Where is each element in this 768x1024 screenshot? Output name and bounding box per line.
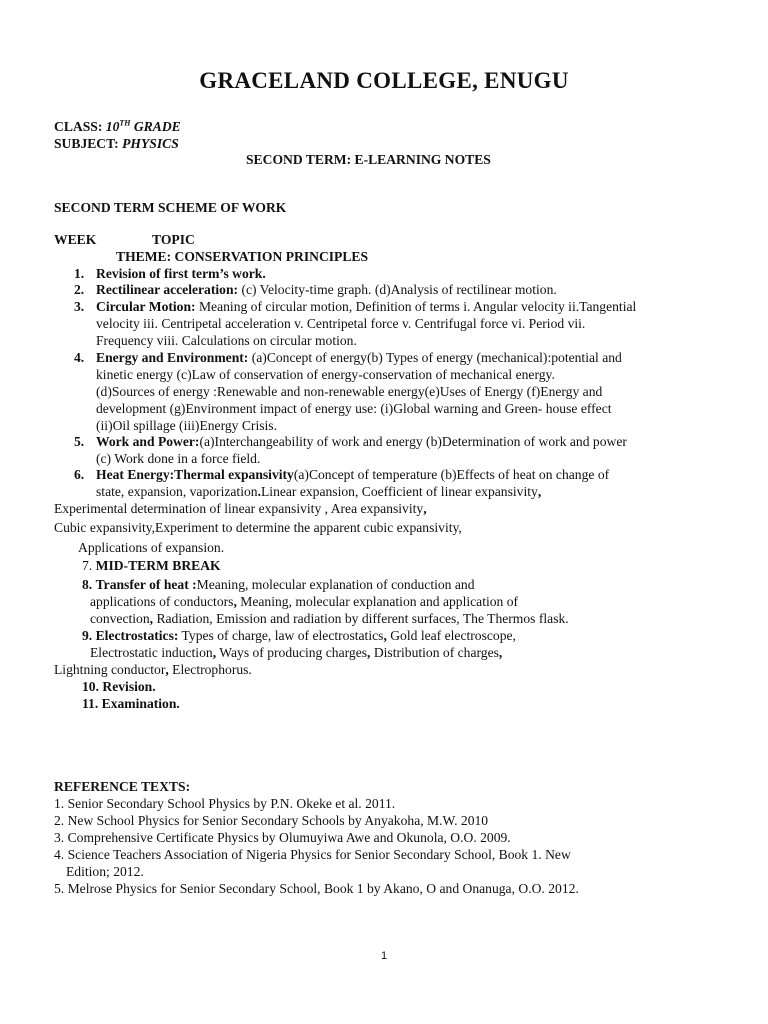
item-text: Meaning of circular motion, Definition of terms i. Angular velocity ii.Tangential [195,299,637,314]
references-heading: REFERENCE TEXTS: [54,779,191,794]
item-punct: , [423,501,427,516]
item-text: development (g)Environment impact of energy use: (i)Global warning and Green- house effect [96,401,612,416]
item-text: Types of charge, law of electrostatics [178,628,384,643]
item-text: (c) Work done in a force field. [96,451,261,466]
item-text: Gold leaf electroscope, [386,628,516,643]
page-number: 1 [380,950,388,962]
scheme-item-8 [82,576,732,627]
item-punct: , [367,645,371,660]
subject-line [54,135,179,152]
item-punct: , [537,484,542,499]
item-text: Frequency viii. Calculations on circular motion. [96,333,357,348]
item-punct: , [233,594,237,609]
item-title: Circular Motion: [96,299,196,314]
item-text: (a)Concept of energy(b) Types of energy (mechanical):potential and [248,350,622,365]
item-text-line [74,483,714,500]
scheme-item-7 [82,557,221,574]
class-label: CLASS: [54,119,103,134]
scheme-item-5 [74,433,714,467]
class-grade: GRADE [130,119,181,134]
item-text: state, expansion, vaporization [96,484,258,499]
subject-value: PHYSICS [122,136,179,151]
item-text: Radiation, Emission and radiation by different surfaces, The Thermos flask. [153,611,569,626]
scheme-item-6 [74,466,714,500]
item-6-continuation: Applications of expansion. [78,540,225,555]
item-number: 1. [74,266,85,281]
item-title: Transfer of heat : [95,577,197,592]
item-text: Experimental determination of linear expansivity , Area expansivity [54,501,424,516]
scheme-heading: SECOND TERM SCHEME OF WORK [54,200,287,215]
scheme-item-1 [74,265,714,282]
item-text: Lightning conductor [54,662,166,677]
reference-item-5: 5. Melrose Physics for Senior Secondary School, Book 1 by Akano, O and Onanuga, O.O. 2012. [54,881,579,896]
item-text: (a)Interchangeability of work and energy (b)Determination of work and power [199,434,627,449]
scheme-item-4 [74,349,714,434]
scheme-item-11: 11. Examination. [82,696,180,711]
scheme-item-9 [82,627,732,661]
class-value [106,119,181,134]
item-text: Ways of producing charges [216,645,368,660]
item-number: 9. [82,628,93,643]
item-6-continuation [54,500,734,517]
reference-item-3: 3. Comprehensive Certificate Physics by Olumuyiwa Awe and Okunola, O.O. 2009. [54,830,511,845]
item-text: applications of conductors [90,594,234,609]
item-punct: , [212,645,217,660]
item-text: (a)Concept of temperature (b)Effects of heat on change of [293,467,610,482]
item-number: 8. [82,577,93,592]
item-text: convection [90,611,150,626]
college-title: GRACELAND COLLEGE, ENUGU [199,68,569,93]
item-number: 4. [74,350,85,365]
item-text: Meaning, molecular explanation of conduction and [196,577,475,592]
week-column-header: WEEK [54,232,97,247]
item-text: Meaning, molecular explanation and application of [236,594,519,609]
theme-heading: THEME: CONSERVATION PRINCIPLES [116,249,369,264]
item-title: Electrostatics: [95,628,179,643]
class-number: 10 [105,119,120,134]
item-number: 3. [74,299,85,314]
scheme-item-2 [74,281,714,298]
item-text: (d)Sources of energy :Renewable and non-renewable energy(e)Uses of Energy (f)Energy and [96,384,603,399]
item-number: 2. [74,282,85,297]
item-title: Heat Energy:Thermal expansivity [96,467,294,482]
item-9-continuation [54,661,734,678]
reference-item-2: 2. New School Physics for Senior Secondary Schools by Anyakoha, M.W. 2010 [54,813,489,828]
item-text: (c) Velocity-time graph. (d)Analysis of rectilinear motion. [238,282,557,297]
item-text: velocity iii. Centripetal acceleration v. Centripetal force v. Centrifugal force vi. Period vii. [96,316,586,331]
reference-item-1: 1. Senior Secondary School Physics by P.N. Okeke et al. 2011. [54,796,396,811]
item-number: 5. [74,434,85,449]
item-text: Electrostatic induction [90,645,213,660]
item-punct: , [149,611,154,626]
item-text: Electrophorus. [168,662,252,677]
item-6-continuation: Cubic expansivity,Experiment to determine the apparent cubic expansivity, [54,520,462,535]
item-punct: , [498,645,503,660]
class-suffix: TH [119,118,131,128]
item-text: kinetic energy (c)Law of conservation of energy-conservation of mechanical energy. [96,367,555,382]
scheme-item-3 [74,298,714,349]
item-title: Energy and Environment: [96,350,249,365]
item-title: Revision of first term’s work. [96,266,266,281]
item-text: Linear expansion, Coefficient of linear expansivity [260,484,538,499]
scheme-item-10: 10. Revision. [82,679,156,694]
item-number: 7. [82,558,93,573]
topic-column-header: TOPIC [152,232,195,247]
item-title: Work and Power: [96,434,200,449]
item-number: 6. [74,467,85,482]
item-punct: . [257,484,261,499]
reference-text: Edition; 2012. [66,864,144,879]
item-text: Distribution of charges [370,645,499,660]
reference-text: 4. Science Teachers Association of Nigeria Physics for Senior Secondary School, Book 1. New [54,847,571,862]
item-text: (ii)Oil spillage (iii)Energy Crisis. [96,418,277,433]
term-notes-heading: SECOND TERM: E-LEARNING NOTES [246,152,491,167]
item-punct: , [383,628,387,643]
item-title: MID-TERM BREAK [95,558,221,573]
class-line [54,118,181,135]
item-title: Rectilinear acceleration: [96,282,239,297]
subject-label: SUBJECT: [54,136,119,151]
reference-item-4 [54,846,734,880]
item-punct: , [165,662,169,677]
